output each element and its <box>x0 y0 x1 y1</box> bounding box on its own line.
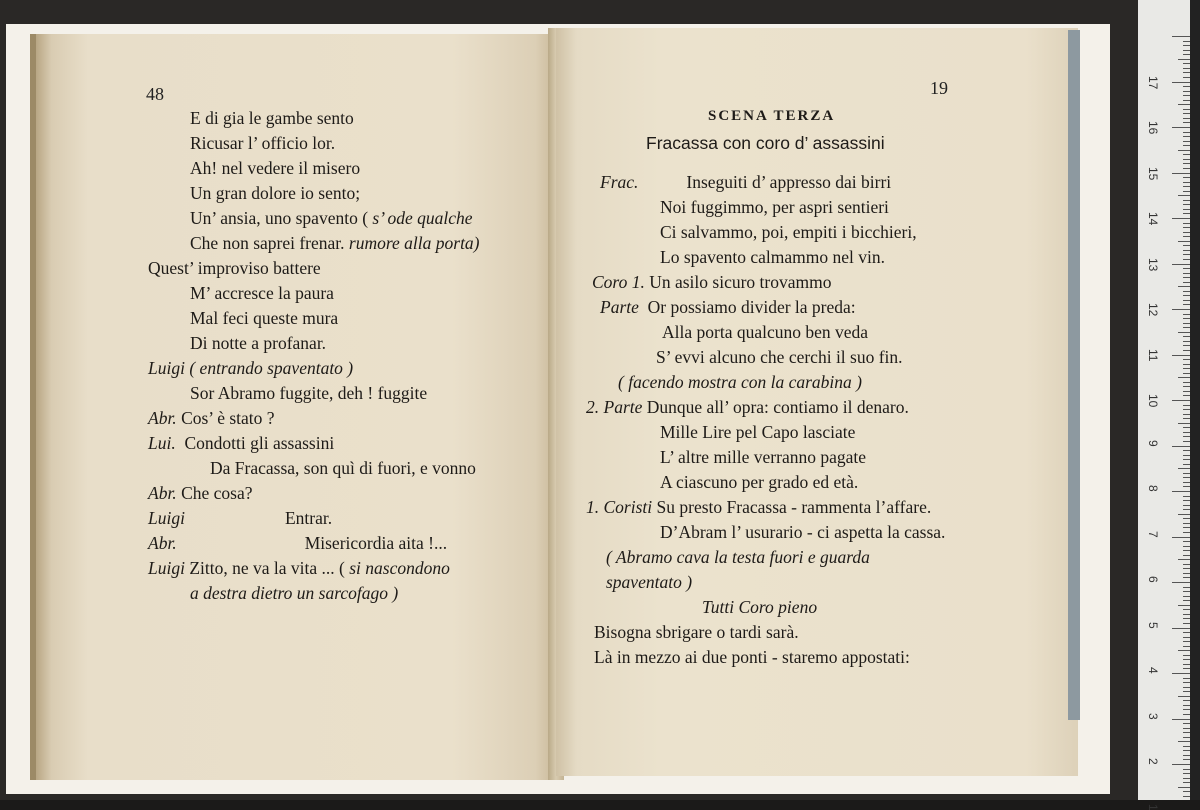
ruler-tick <box>1183 200 1190 201</box>
speaker-name: Frac. <box>600 172 638 192</box>
ruler-tick <box>1183 254 1190 255</box>
ruler-tick <box>1183 54 1190 55</box>
ruler-tick <box>1183 141 1190 142</box>
ruler-tick <box>1172 82 1190 83</box>
ruler-tick <box>1183 646 1190 647</box>
ruler-tick <box>1178 787 1190 788</box>
ruler-tick <box>1178 514 1190 515</box>
ruler-tick <box>1183 623 1190 624</box>
verse-line: D’Abram l’ usurario - ci aspetta la cassa. <box>660 522 945 542</box>
ruler-tick <box>1183 236 1190 237</box>
ruler-label: 9 <box>1146 440 1160 447</box>
ruler-label: 7 <box>1146 531 1160 538</box>
verse-line: Abr. Misericordia aita !... <box>148 533 447 553</box>
verse-line: Luigi Entrar. <box>148 508 332 528</box>
ruler-tick <box>1183 336 1190 337</box>
ruler-tick <box>1183 709 1190 710</box>
verse-line: Lui. Condotti gli assassini <box>148 433 334 453</box>
ruler-tick <box>1172 36 1190 37</box>
ruler-tick <box>1183 464 1190 465</box>
ruler-tick <box>1183 668 1190 669</box>
ruler-tick <box>1183 518 1190 519</box>
verse-line <box>190 583 398 603</box>
ruler-label: 11 <box>1146 349 1160 361</box>
ruler-tick <box>1183 678 1190 679</box>
ruler-tick <box>1183 63 1190 64</box>
ruler-tick <box>1183 409 1190 410</box>
ruler-tick <box>1183 327 1190 328</box>
ruler-tick <box>1183 700 1190 701</box>
ruler-tick <box>1183 441 1190 442</box>
verse-line: S’ evvi alcuno che cerchi il suo fin. <box>656 347 903 367</box>
right-page <box>556 28 1078 776</box>
ruler-tick <box>1183 300 1190 301</box>
ruler-tick <box>1183 591 1190 592</box>
ruler-label: 2 <box>1146 758 1160 765</box>
ruler-tick <box>1183 532 1190 533</box>
ruler-tick <box>1183 778 1190 779</box>
ruler-tick <box>1178 59 1190 60</box>
ruler-tick <box>1183 277 1190 278</box>
stage-direction: s’ ode qualche <box>372 208 472 228</box>
verse-line: Ah! nel vedere il misero <box>190 158 360 178</box>
ruler-tick <box>1183 614 1190 615</box>
ruler-label: 3 <box>1146 713 1160 720</box>
verse-line: Luigi Zitto, ne va la vita ... ( si nascondono <box>148 558 450 578</box>
ruler-tick <box>1183 436 1190 437</box>
ruler-tick <box>1183 746 1190 747</box>
stage-direction: rumore alla porta) <box>349 233 480 253</box>
ruler-tick <box>1183 177 1190 178</box>
ruler-tick <box>1183 359 1190 360</box>
ruler-tick <box>1183 154 1190 155</box>
verse-line: Abr. Cos’ è stato ? <box>148 408 275 428</box>
ruler-tick <box>1183 41 1190 42</box>
verse-line: Mille Lire pel Capo lasciate <box>660 422 855 442</box>
ruler-tick <box>1183 273 1190 274</box>
ruler-tick <box>1183 223 1190 224</box>
right-page-number: 19 <box>930 78 948 99</box>
ruler-tick <box>1183 386 1190 387</box>
ruler-tick <box>1172 491 1190 492</box>
ruler-tick <box>1183 427 1190 428</box>
ruler-edge <box>1190 0 1200 800</box>
measurement-ruler <box>1138 0 1190 800</box>
ruler-tick <box>1183 414 1190 415</box>
ruler-tick <box>1172 355 1190 356</box>
speaker-name: Parte <box>600 297 639 317</box>
ruler-tick <box>1183 232 1190 233</box>
ruler-tick <box>1183 714 1190 715</box>
ruler-tick <box>1183 755 1190 756</box>
ruler-tick <box>1178 377 1190 378</box>
left-page <box>36 34 556 780</box>
ruler-tick <box>1183 373 1190 374</box>
ruler-tick <box>1183 609 1190 610</box>
ruler-tick <box>1183 136 1190 137</box>
verse-line: Un gran dolore io sento; <box>190 183 360 203</box>
ruler-tick <box>1183 759 1190 760</box>
ruler-tick <box>1183 455 1190 456</box>
verse-line: Noi fuggimmo, per aspri sentieri <box>660 197 889 217</box>
ruler-tick <box>1183 250 1190 251</box>
ruler-label: 1 <box>1146 804 1160 810</box>
ruler-tick <box>1183 100 1190 101</box>
stage-direction: ( entrando spaventato ) <box>189 358 353 378</box>
ruler-tick <box>1172 400 1190 401</box>
ruler-tick <box>1183 527 1190 528</box>
ruler-label: 12 <box>1146 303 1160 316</box>
stage-direction: a destra dietro un sarcofago ) <box>190 583 398 603</box>
ruler-tick <box>1183 395 1190 396</box>
ruler-tick <box>1183 323 1190 324</box>
verse-line: Parte Or possiamo divider la preda: <box>600 297 856 317</box>
ruler-label: 17 <box>1146 76 1160 89</box>
verse-line: Alla porta qualcuno ben veda <box>662 322 868 342</box>
ruler-tick <box>1183 91 1190 92</box>
verse-line: Ricusar l’ officio lor. <box>190 133 335 153</box>
ruler-tick <box>1183 213 1190 214</box>
ruler-label: 4 <box>1146 667 1160 674</box>
ruler-tick <box>1183 364 1190 365</box>
ruler-label: 16 <box>1146 121 1160 134</box>
ruler-tick <box>1183 227 1190 228</box>
ruler-tick <box>1183 782 1190 783</box>
verse-line <box>606 572 692 592</box>
ruler-tick <box>1172 446 1190 447</box>
ruler-tick <box>1183 796 1190 797</box>
ruler-tick <box>1183 45 1190 46</box>
ruler-tick <box>1183 245 1190 246</box>
ruler-tick <box>1183 268 1190 269</box>
ruler-tick <box>1183 691 1190 692</box>
ruler-tick <box>1183 341 1190 342</box>
ruler-tick <box>1183 291 1190 292</box>
speaker-name: Luigi <box>148 358 185 378</box>
ruler-tick <box>1183 68 1190 69</box>
stage-direction: spaventato ) <box>606 572 692 592</box>
ruler-tick <box>1183 564 1190 565</box>
ruler-tick <box>1183 500 1190 501</box>
ruler-tick <box>1172 719 1190 720</box>
ruler-label: 15 <box>1146 167 1160 180</box>
stage-direction: ( facendo mostra con la carabina ) <box>618 372 862 392</box>
ruler-tick <box>1183 72 1190 73</box>
ruler-tick <box>1183 705 1190 706</box>
verse-line: Che non saprei frenar. rumore alla porta) <box>190 233 480 253</box>
ruler-tick <box>1183 50 1190 51</box>
verse-line: Quest’ improviso battere <box>148 258 321 278</box>
verse-line <box>148 358 353 378</box>
ruler-tick <box>1172 673 1190 674</box>
ruler-tick <box>1183 664 1190 665</box>
ruler-tick <box>1178 286 1190 287</box>
ruler-tick <box>1183 568 1190 569</box>
verse-line: Di notte a profanar. <box>190 333 326 353</box>
ruler-tick <box>1183 732 1190 733</box>
ruler-tick <box>1178 741 1190 742</box>
ruler-tick <box>1183 459 1190 460</box>
ruler-tick <box>1183 482 1190 483</box>
verse-line: E di gia le gambe sento <box>190 108 354 128</box>
ruler-tick <box>1183 496 1190 497</box>
ruler-tick <box>1183 209 1190 210</box>
ruler-tick <box>1183 432 1190 433</box>
ruler-tick <box>1183 318 1190 319</box>
speaker-name: Abr. <box>148 533 177 553</box>
ruler-tick <box>1183 304 1190 305</box>
ruler-tick <box>1172 264 1190 265</box>
verse-line: A ciascuno per grado ed età. <box>660 472 858 492</box>
verse-line: Un’ ansia, uno spavento ( s’ ode qualche <box>190 208 473 228</box>
ruler-tick <box>1183 391 1190 392</box>
ruler-label: 8 <box>1146 485 1160 492</box>
ruler-tick <box>1183 295 1190 296</box>
verse-line: L’ altre mille verranno pagate <box>660 447 866 467</box>
speaker-name: Abr. <box>148 408 177 428</box>
ruler-tick <box>1183 159 1190 160</box>
ruler-tick <box>1183 314 1190 315</box>
speaker-name: Luigi <box>148 558 185 578</box>
ruler-tick <box>1183 450 1190 451</box>
ruler-tick <box>1183 418 1190 419</box>
ruler-tick <box>1183 555 1190 556</box>
ruler-tick <box>1183 577 1190 578</box>
ruler-tick <box>1183 632 1190 633</box>
ruler-tick <box>1178 605 1190 606</box>
verse-line <box>606 547 870 567</box>
speaker-name: Abr. <box>148 483 177 503</box>
verse-line: Da Fracassa, son quì di fuori, e vonno <box>210 458 476 478</box>
verse-line: Là in mezzo ai due ponti - staremo appostati: <box>594 647 910 667</box>
speaker-name: Luigi <box>148 508 185 528</box>
ruler-tick <box>1183 637 1190 638</box>
ruler-tick <box>1183 750 1190 751</box>
ruler-tick <box>1172 127 1190 128</box>
ruler-tick <box>1172 582 1190 583</box>
verse-line: M’ accresce la paura <box>190 283 334 303</box>
ruler-tick <box>1183 618 1190 619</box>
ruler-tick <box>1183 682 1190 683</box>
ruler-tick <box>1183 145 1190 146</box>
ruler-tick <box>1183 109 1190 110</box>
ruler-tick <box>1178 559 1190 560</box>
verse-line: Mal feci queste mura <box>190 308 338 328</box>
ruler-tick <box>1183 368 1190 369</box>
ruler-tick <box>1183 168 1190 169</box>
ruler-tick <box>1183 659 1190 660</box>
speaker-name: Lui. <box>148 433 176 453</box>
ruler-tick <box>1178 423 1190 424</box>
verse-line: Frac. Inseguiti d’ appresso dai birri <box>600 172 891 192</box>
ruler-tick <box>1183 486 1190 487</box>
ruler-tick <box>1178 332 1190 333</box>
ruler-tick <box>1183 345 1190 346</box>
ruler-tick <box>1178 468 1190 469</box>
left-page-number: 48 <box>146 84 164 105</box>
ruler-tick <box>1183 118 1190 119</box>
ruler-tick <box>1183 509 1190 510</box>
scene-title: SCENA TERZA <box>708 108 835 125</box>
ruler-tick <box>1183 791 1190 792</box>
stage-direction: Tutti Coro pieno <box>702 597 817 617</box>
ruler-tick <box>1183 477 1190 478</box>
ruler-tick <box>1183 641 1190 642</box>
ruler-tick <box>1172 218 1190 219</box>
ruler-tick <box>1183 350 1190 351</box>
ruler-tick <box>1183 132 1190 133</box>
ruler-tick <box>1183 573 1190 574</box>
ruler-tick <box>1183 737 1190 738</box>
ruler-tick <box>1183 550 1190 551</box>
ruler-tick <box>1178 195 1190 196</box>
ruler-tick <box>1183 122 1190 123</box>
ruler-tick <box>1183 587 1190 588</box>
ruler-label: 5 <box>1146 622 1160 629</box>
ruler-tick <box>1183 769 1190 770</box>
ruler-tick <box>1183 382 1190 383</box>
verse-line: 1. Coristi Su presto Fracassa - rammenta l’affare. <box>586 497 931 517</box>
ruler-tick <box>1172 628 1190 629</box>
ruler-tick <box>1183 95 1190 96</box>
ruler-tick <box>1183 259 1190 260</box>
ruler-tick <box>1172 309 1190 310</box>
ruler-tick <box>1183 113 1190 114</box>
ruler-tick <box>1183 723 1190 724</box>
ruler-label: 13 <box>1146 258 1160 271</box>
ruler-tick <box>1183 546 1190 547</box>
verse-line: 2. Parte Dunque all’ opra: contiamo il denaro. <box>586 397 909 417</box>
ruler-tick <box>1178 104 1190 105</box>
ruler-tick <box>1183 204 1190 205</box>
ruler-tick <box>1183 596 1190 597</box>
verse-line <box>618 372 862 392</box>
ruler-tick <box>1183 191 1190 192</box>
verse-line: Coro 1. Un asilo sicuro trovammo <box>592 272 831 292</box>
ruler-tick <box>1178 696 1190 697</box>
stage-direction: ( Abramo cava la testa fuori e guarda <box>606 547 870 567</box>
ruler-tick <box>1183 655 1190 656</box>
speaker-name: 1. Coristi <box>586 497 652 517</box>
ruler-tick <box>1183 687 1190 688</box>
ruler-tick <box>1183 163 1190 164</box>
ruler-tick <box>1183 473 1190 474</box>
ruler-tick <box>1172 764 1190 765</box>
speaker-name: Coro 1. <box>592 272 645 292</box>
stage-direction: si nascondono <box>349 558 450 578</box>
ruler-tick <box>1183 523 1190 524</box>
ruler-tick <box>1183 186 1190 187</box>
ruler-tick <box>1183 86 1190 87</box>
scene-subtitle: Fracassa con coro d’ assassini <box>646 133 885 154</box>
ruler-tick <box>1183 405 1190 406</box>
ruler-tick <box>1183 77 1190 78</box>
ruler-tick <box>1183 282 1190 283</box>
verse-line: Sor Abramo fuggite, deh ! fuggite <box>190 383 427 403</box>
ruler-tick <box>1183 600 1190 601</box>
ruler-tick <box>1183 505 1190 506</box>
verse-line: Bisogna sbrigare o tardi sarà. <box>594 622 799 642</box>
verse-line: Lo spavento calmammo nel vin. <box>660 247 885 267</box>
ruler-tick <box>1172 173 1190 174</box>
ruler-label: 6 <box>1146 576 1160 583</box>
book-cover-edge <box>1068 30 1080 720</box>
ruler-tick <box>1178 650 1190 651</box>
ruler-tick <box>1183 541 1190 542</box>
ruler-tick <box>1178 150 1190 151</box>
ruler-tick <box>1183 182 1190 183</box>
verse-line <box>702 597 817 617</box>
ruler-tick <box>1183 728 1190 729</box>
ruler-label: 10 <box>1146 394 1160 407</box>
ruler-tick <box>1183 773 1190 774</box>
verse-line: Abr. Che cosa? <box>148 483 253 503</box>
verse-line: Ci salvammo, poi, empiti i bicchieri, <box>660 222 917 242</box>
speaker-name: 2. Parte <box>586 397 642 417</box>
ruler-label: 14 <box>1146 212 1160 225</box>
ruler-tick <box>1172 537 1190 538</box>
ruler-tick <box>1178 241 1190 242</box>
